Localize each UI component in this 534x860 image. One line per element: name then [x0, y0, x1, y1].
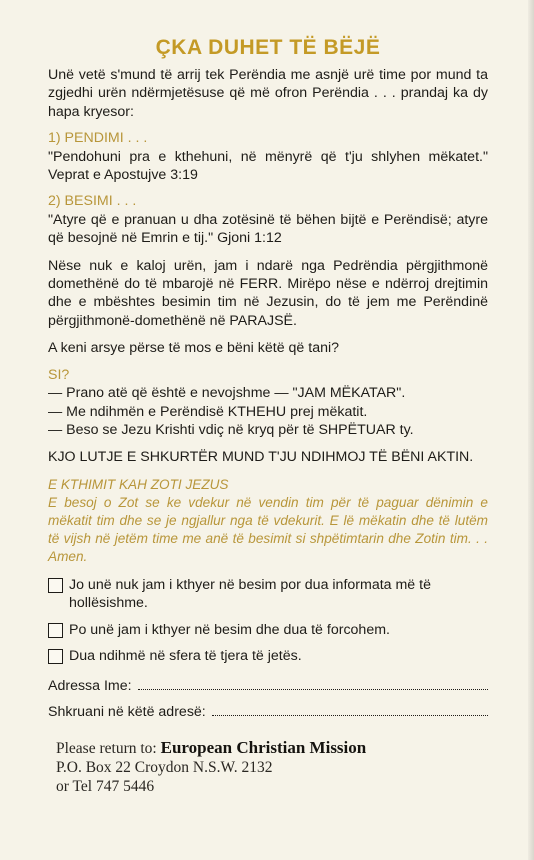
- name-field-row[interactable]: [48, 677, 488, 694]
- how-item: — Beso se Jezu Krishti vdiç në kryq për të SHPËTUAR ty.: [48, 421, 414, 438]
- page-title: ÇKA DUHET TË BËJË: [155, 36, 381, 59]
- address-field-row[interactable]: [48, 703, 488, 720]
- return-address: [56, 738, 366, 796]
- prayer-intro: KJO LUTJE E SHKURTËR MUND T'JU NDIHMOJ TË BËNI AKTIN.: [48, 449, 474, 466]
- how-item: — Prano atë që është e nevojshme — "JAM MËKATAR".: [48, 385, 406, 402]
- checkbox-help[interactable]: [48, 649, 63, 664]
- checkbox-row-info[interactable]: [48, 576, 488, 613]
- checkbox-label: Dua ndihmë në sfera të tjera të jetës.: [69, 647, 302, 664]
- how-item: — Me ndihmën e Perëndisë KTHEHU prej mëkatit.: [48, 403, 368, 420]
- checkbox-info[interactable]: [48, 578, 63, 593]
- page-edge: [528, 0, 534, 860]
- step2-text: "Atyre që e pranuan u dha zotësinë të bëhen bijtë e Perëndisë; atyre që besojnë në Emrin e tij." Gjoni 1:12: [48, 211, 488, 247]
- address-field-label: Shkruani në këtë adresë:: [48, 704, 206, 721]
- checkbox-strengthen[interactable]: [48, 623, 63, 638]
- checkbox-label: Po unë jam i kthyer në besim dhe dua të forcohem.: [69, 621, 390, 638]
- prayer-text: E besoj o Zot se ke vdekur në vendin tim për të paguar dënimin e mëkatit tim dhe se je ngjallur nga të vdekurit. E lë mëkatin dhe të lutëm të vijsh në jetëm time me anë të besimit si shpëtimtarin dhe Zotin tim. . . Amen.: [48, 494, 488, 564]
- organization-name: European Christian Mission: [160, 738, 367, 757]
- postal-address: P.O. Box 22 Croydon N.S.W. 2132: [56, 759, 273, 776]
- name-field-line[interactable]: [138, 677, 488, 690]
- warning-paragraph: Nëse nuk e kaloj urën, jam i ndarë nga Pedrëndia përgjithmonë domethënë do të mbarojë në FERR. Mirëpo nëse e ndërroj drejtimin dhe e mbështes besimin tim në Jezusin, do të jem me Perëndinë përgjithmonë-domethënë në PARAJSË.: [48, 257, 488, 329]
- question-line: A keni arsye përse të mos e bëni këtë që tani?: [48, 340, 340, 357]
- phone-number: or Tel 747 5446: [56, 778, 155, 795]
- step2-label: 2) BESIMI . . .: [48, 193, 137, 210]
- checkbox-row-strengthen[interactable]: [48, 621, 488, 639]
- address-field-line[interactable]: [212, 703, 488, 716]
- step1-label: 1) PENDIMI . . .: [48, 130, 148, 147]
- checkbox-label: Jo unë nuk jam i kthyer në besim por dua informata më të hollësishme.: [69, 576, 431, 612]
- how-label: SI?: [48, 366, 70, 383]
- name-field-label: Adressa Ime:: [48, 678, 132, 695]
- step1-text: "Pendohuni pra e kthehuni, në mënyrë që t'ju shlyhen mëkatet." Veprat e Apostujve 3:19: [48, 148, 488, 184]
- return-label: Please return to:: [56, 740, 157, 757]
- prayer-heading: E KTHIMIT KAH ZOTI JEZUS: [48, 476, 229, 492]
- checkbox-row-help[interactable]: [48, 647, 488, 665]
- tract-page: [48, 36, 488, 720]
- intro-paragraph: Unë vetë s'mund të arrij tek Perëndia me asnjë urë time por mund ta zgjedhi urën ndërmjetësuse që më ofron Perëndia . . . prandaj ka dy hapa kryesor:: [48, 67, 488, 120]
